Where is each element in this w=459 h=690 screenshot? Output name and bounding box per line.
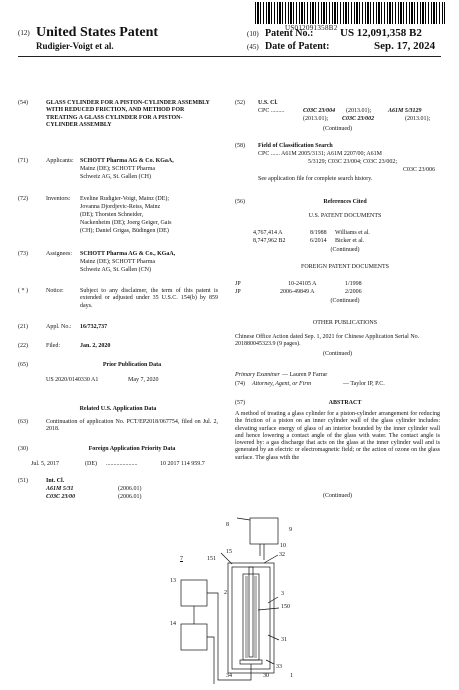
code-22: (22)	[18, 343, 28, 349]
patent-no-label: Patent No.:	[265, 28, 314, 39]
us-ref-number: 8,747,962 B2	[253, 238, 286, 244]
applicant-line: Schweiz AG, St. Gallen (CH)	[80, 174, 151, 180]
examiner-label: Primary Examiner	[235, 372, 280, 378]
field-search-title: Field of Classification Search	[258, 143, 333, 149]
assignees-label: Assignees:	[46, 251, 72, 257]
int-cl-date: (2006.01)	[118, 486, 142, 492]
code-21: (21)	[18, 324, 28, 330]
glass-wall	[254, 576, 257, 658]
int-cl-date: (2006.01)	[118, 494, 142, 500]
us-cl-title: U.S. Cl.	[258, 100, 278, 106]
code-56: (56)	[235, 199, 245, 205]
continuation-text: Continuation of application No. PCT/EP2018/067754, filed on Jul. 2, 2018.	[46, 419, 218, 433]
other-publication-text: Chinese Office Action dated Sep. 1, 2021 for Chinese Application Serial No. 201880045323.9 (9 pages).	[235, 334, 420, 348]
us-cl-code: C03C 23/004	[303, 108, 336, 114]
figure-label: 1	[290, 673, 293, 679]
field-search-line: C03C 23/006	[403, 167, 436, 173]
prior-publication-number: US 2020/0140330 A1	[46, 377, 99, 383]
code-57: (57)	[235, 400, 245, 406]
prior-publication-title: Prior Publication Data	[102, 362, 162, 368]
leader-line	[237, 518, 250, 520]
foreign-documents-title: FOREIGN PATENT DOCUMENTS	[300, 264, 389, 270]
us-documents-title: U.S. PATENT DOCUMENTS	[308, 213, 382, 219]
other-publications-title: OTHER PUBLICATIONS	[312, 320, 378, 326]
code-63: (63)	[18, 419, 28, 425]
us-cl-date: (2013.01);	[346, 108, 372, 114]
cable	[207, 637, 214, 684]
code-51: (51)	[18, 478, 28, 484]
notice-code: ( * )	[18, 288, 28, 294]
us-cl-date: (2013.01);	[303, 116, 329, 122]
leader-line	[268, 597, 278, 603]
references-title: References Cited	[323, 199, 367, 205]
fp-date: 1/1998	[345, 281, 362, 287]
cable	[207, 593, 251, 680]
figure-label: 15	[226, 549, 232, 555]
notice-label: Notice:	[46, 288, 64, 294]
priority-dots: .....................	[106, 461, 138, 467]
priority-country: (DE)	[85, 461, 97, 467]
code-74: (74)	[235, 381, 245, 387]
filed-label: Filed:	[46, 343, 61, 349]
code-12: (12)	[18, 29, 30, 37]
abstract-text: A method of treating a glass cylinder for a piston-cylinder arrangement for reducing the friction of a piston on an inner cylinder wall of the glass cylinder includes: elevating surface energy of glass of an interior bounded by the inner cylinder wall and hence lowering a contact angle of the glass with water. The contact angle is lowered by: a gas discharge that acts on the glass at the inner cylinder wall and is generated by an electric or electromagnetic field; or the action of ozone on the glass surface. The glass with the	[235, 411, 440, 461]
code-10: (10)	[247, 30, 259, 38]
figure-label: 151	[207, 556, 216, 562]
document-title: United States Patent	[36, 25, 159, 40]
fp-country: JP	[235, 281, 241, 287]
us-ref-date: 6/2014	[310, 238, 327, 244]
related-data-title: Related U.S. Application Data	[79, 406, 157, 412]
code-54: (54)	[18, 100, 28, 106]
search-history-note: See application file for complete search history.	[258, 176, 373, 182]
date-label: Date of Patent:	[265, 41, 330, 52]
inventors-label: Inventors:	[46, 196, 71, 202]
us-cl-code: C03C 23/002	[342, 116, 375, 122]
invention-title: GLASS CYLINDER FOR A PISTON-CYLINDER ASSEMBLY WITH REDUCED FRICTION, AND METHOD FOR TREATING A GLASS CYLINDER FOR A PISTON-CYLINDER ASSEMBLY	[46, 100, 210, 128]
abstract-title: ABSTRACT	[328, 400, 362, 406]
assignee-line: Mainz (DE); SCHOTT Pharma	[80, 259, 156, 265]
figure-label: 14	[170, 621, 176, 627]
assignee-line: SCHOTT Pharma AG & Co., KGaA,	[80, 251, 176, 257]
figure-label: 8	[226, 522, 229, 528]
attorney-label: Attorney, Agent, or Firm	[252, 381, 312, 387]
code-52: (52)	[235, 100, 245, 106]
figure-label: 9	[289, 527, 292, 533]
applicants-label: Applicants:	[46, 158, 74, 164]
generator-box	[181, 580, 207, 606]
figure-label: 31	[281, 637, 287, 643]
us-cl-date: (2013.01);	[405, 116, 431, 122]
fp-country: JP	[235, 289, 241, 295]
inventor-line: (DE); Thorsten Schneider,	[80, 212, 144, 218]
fp-refs-continued: (Continued)	[330, 298, 360, 304]
leader-line	[268, 635, 279, 640]
figure-label: 30	[263, 673, 269, 679]
outer-chamber	[228, 563, 274, 673]
appl-no-value: 16/732,737	[80, 324, 108, 330]
foreign-priority-title: Foreign Application Priority Data	[88, 446, 176, 452]
code-45: (45)	[247, 43, 259, 51]
figure-label: 34	[226, 673, 232, 679]
notice-text: Subject to any disclaimer, the term of this patent is extended or adjusted under 35 U.S.C. 154(b) by 859 days.	[80, 288, 218, 309]
leader-line	[266, 660, 274, 664]
code-30: (30)	[18, 446, 28, 452]
other-publications-continued: (Continued)	[323, 351, 352, 357]
priority-date: Jul. 5, 2017	[31, 461, 60, 467]
inventor-line: (CH); Daniel Grigas, Büdingen (DE)	[80, 228, 169, 234]
int-cl-code: A61M 5/31	[46, 486, 74, 492]
us-cl-code: A61M 5/3129	[388, 108, 422, 114]
attorney-value: — Taylor IP, P.C.	[343, 381, 385, 387]
code-73: (73)	[18, 251, 28, 257]
code-72: (72)	[18, 196, 28, 202]
abstract-continued: (Continued)	[323, 493, 352, 499]
applicant-line: Mainz (DE); SCHOTT Pharma	[80, 166, 156, 172]
figure-label: 33	[276, 664, 282, 670]
field-search-line: 5/3129; C03C 23/004; C03C 23/002;	[308, 159, 398, 165]
leader-line	[264, 555, 278, 563]
inventor-line: Nackenheim (DE); Joerg Geiger, Gais	[80, 220, 172, 226]
figure-label: 13	[170, 578, 176, 584]
figure-label: 2	[224, 590, 227, 596]
filed-value: Jan. 2, 2020	[80, 343, 111, 349]
prior-publication-date: May 7, 2020	[128, 377, 159, 383]
us-refs-continued: (Continued)	[330, 247, 360, 253]
header-divider	[18, 56, 441, 57]
fp-date: 2/2006	[345, 289, 362, 295]
applicant-line: SCHOTT Pharma AG & Co. KGaA,	[80, 158, 174, 164]
source-box	[250, 518, 278, 544]
controller-box	[181, 624, 207, 650]
figure-label: 7	[180, 556, 183, 562]
int-cl-title: Int. Cl.	[46, 478, 65, 484]
inner-chamber	[232, 567, 270, 669]
appl-no-label: Appl. No.:	[46, 324, 72, 330]
figure-label: 10	[280, 543, 286, 549]
int-cl-code: C03C 23/00	[46, 494, 76, 500]
fp-number: 2006-49849 A	[280, 289, 315, 295]
us-ref-name: Bicker et al.	[335, 238, 365, 244]
field-search-line: CPC ...... A61M 2005/3131; A61M 2207/00; A61M	[258, 151, 383, 157]
us-cl-cpc: CPC .........	[258, 108, 285, 114]
code-71: (71)	[18, 158, 28, 164]
figure-label: 32	[279, 552, 285, 558]
barcode	[255, 2, 445, 24]
glass-cylinder	[243, 574, 259, 660]
us-cl-continued: (Continued)	[323, 126, 352, 132]
leader-line	[258, 608, 279, 610]
code-65: (65)	[18, 362, 28, 368]
patent-date: Sep. 17, 2024	[374, 40, 436, 52]
us-ref-date: 8/1988	[310, 230, 327, 236]
inner-electrode	[249, 567, 253, 657]
examiner-value: — Lauren P Farrar	[282, 372, 328, 378]
patent-number: US 12,091,358 B2	[340, 27, 422, 39]
inventor-line: Eveline Rudigier-Voigt, Mainz (DE);	[80, 196, 170, 202]
flange	[240, 660, 262, 664]
figure-label: 3	[281, 591, 284, 597]
code-58: (58)	[235, 143, 245, 149]
priority-number: 10 2017 114 959.7	[160, 461, 205, 467]
barcode-number: US012091358B2	[285, 24, 338, 32]
us-ref-name: Williams et al.	[335, 230, 370, 236]
inventor-short: Rudigier-Voigt et al.	[36, 41, 114, 51]
assignee-line: Schweiz AG, St. Gallen (CN)	[80, 267, 151, 273]
inventor-line: Jovanna Djordjevic-Reiss, Mainz	[80, 204, 161, 210]
us-ref-number: 4,767,414 A	[253, 230, 283, 236]
glass-wall	[245, 576, 248, 658]
figure-label: 150	[281, 604, 290, 610]
fp-number: 10-24105 A	[288, 281, 317, 287]
